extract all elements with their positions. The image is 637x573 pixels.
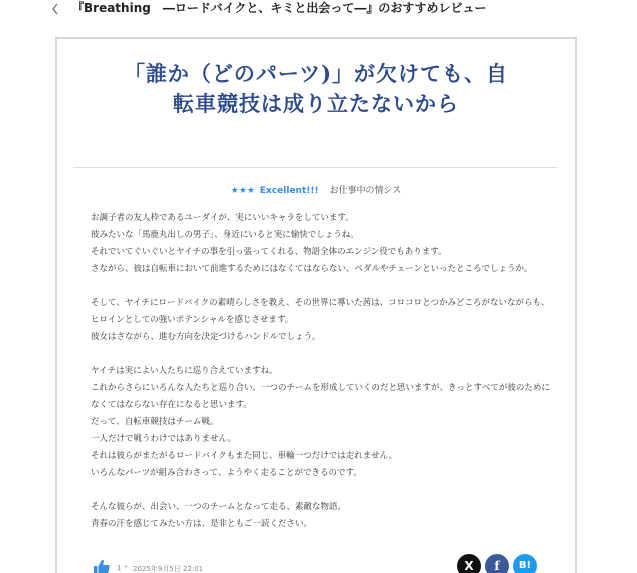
review-line: そんな彼らが、出会い、一つのチームとなって走る、素敵な物語。 — [91, 502, 347, 512]
review-line: 彼みたいな「馬鹿丸出しの男子」、身近にいると実に愉快でしょうね。 — [91, 230, 359, 240]
review-line: 一人だけで戦うわけではありません。 — [91, 434, 237, 444]
review-line: それでいてぐいぐいとヤイチの事を引っ張ってくれる、物語全体のエンジン役でもあります。 — [91, 247, 447, 257]
chevron-left-icon — [50, 1, 60, 17]
review-line: そして、ヤイチにロードバイクの素晴らしさを教え、その世界に導いた茜は、コロコロとつかみどころがないながらも、ヒロインとしての強いポテンシャルを感じさせます。 — [91, 298, 550, 325]
page-title: 『Breathing ―ロードバイクと、キミと出会って―』のおすすめレビュー — [72, 1, 487, 15]
review-line: だって、自転車競技はチーム戦。 — [91, 417, 219, 427]
review-paragraph — [91, 295, 551, 346]
review-headline: 「誰か（どのパーツ)」が欠けても、自転車競技は成り立たないから — [123, 61, 509, 116]
divider — [73, 167, 557, 168]
reviewer-name[interactable]: お仕事中の情シス — [329, 186, 402, 196]
review-line: それは彼らがまたがるロードバイクもまた同じ、車輪一つだけでは走れません。 — [91, 451, 398, 461]
x-logo-icon: X — [464, 559, 474, 573]
separator: • — [124, 563, 129, 571]
rating-line — [57, 185, 575, 197]
review-paragraph — [91, 499, 551, 533]
thumbs-up-icon — [93, 558, 111, 573]
review-body — [91, 210, 551, 550]
review-line: お調子者の友人枠であるユーダイが、実にいいキャラをしています。 — [91, 213, 354, 223]
review-date: 2025年9月5日 22:01 — [133, 565, 204, 573]
review-paragraph — [91, 363, 551, 482]
review-line: いろんなパーツが組み合わさって、ようやく走ることができるのです。 — [91, 468, 362, 478]
review-line: これからさらにいろんな人たちと巡り合い、一つのチームを形成していくのだと思いますが、きっとすべてが彼のためになくてはならない存在になると思います。 — [91, 383, 550, 410]
review-paragraph — [91, 210, 551, 278]
star-rating: ★★★ — [230, 186, 256, 196]
like-count: 1 — [117, 564, 122, 572]
review-line: ヤイチは実によい人たちに巡り合えていますね。 — [91, 366, 278, 376]
back-button[interactable] — [50, 1, 64, 17]
review-line: 青春の汗を感じてみたい方は、是非ともご一読ください。 — [91, 519, 313, 529]
like-button[interactable] — [93, 558, 111, 573]
share-facebook-button[interactable] — [485, 554, 509, 573]
review-line: 彼女はさながら、進む方向を決定づけるハンドルでしょう。 — [91, 332, 321, 342]
review-card — [55, 37, 577, 573]
rating-label: Excellent!!! — [259, 186, 319, 196]
facebook-logo-icon: f — [494, 559, 500, 573]
share-hatena-button[interactable] — [513, 554, 537, 573]
share-x-button[interactable] — [457, 554, 481, 573]
review-footer — [57, 554, 575, 573]
hatena-bookmark-icon: B! — [518, 560, 532, 571]
top-bar — [0, 0, 637, 20]
review-line: さながら、彼は自転車において前進するためにはなくてはならない、ペダルやチェーンといったところでしょうか。 — [91, 264, 533, 274]
